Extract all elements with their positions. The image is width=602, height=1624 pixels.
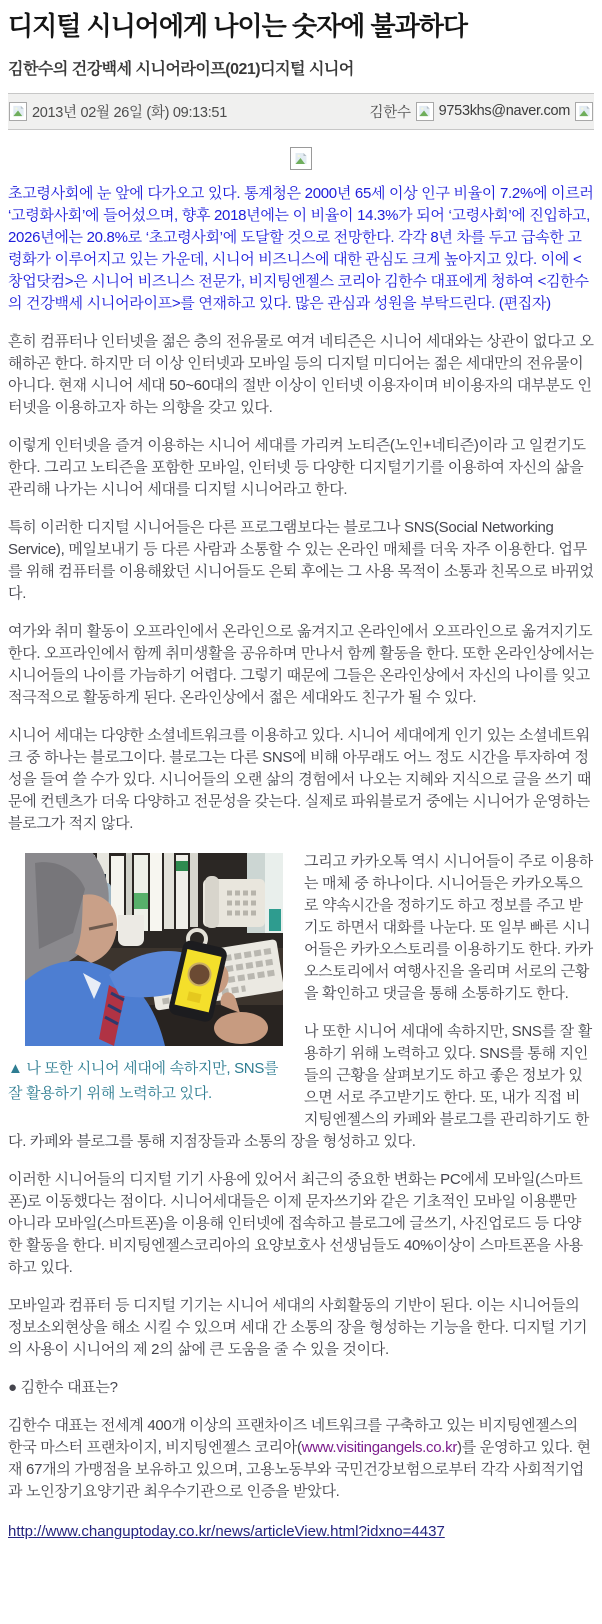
section-heading: ● 김한수 대표는? [8, 1378, 118, 1396]
article-photo [25, 853, 283, 1046]
source-url-link[interactable]: http://www.changuptoday.co.kr/news/articleView.html?idxno=4437 [8, 1522, 445, 1540]
source-url-row [8, 1523, 594, 1540]
article-author: 김한수 [369, 104, 411, 121]
broken-image-icon [575, 102, 593, 121]
article-meta-bar [8, 93, 594, 130]
page-title: 디지털 시니어에게 나이는 숫자에 불과하다 [8, 11, 467, 41]
article-paragraph: 이러한 시니어들의 디지털 기기 사용에 있어서 최근의 중요한 변화는 PC에세 모바일(스마트폰)로 이동했다는 점이다. 시니어세대들은 이제 문자쓰기와 같은 기초적인 모바일 이용뿐만 아니라 모바일(스마트폰)을 이용해 인터넷에 접속하고 블로그에 글쓰기, 사진업로드 등 다양한 활동을 한다. 비지팅엔젤스코리아의 요양보호사 선생님들도 40%이상이 스마트폰을 사용하고 있다. [8, 1170, 583, 1276]
missing-image-placeholder [8, 147, 594, 172]
article-paragraph: 흔히 컴퓨터나 인터넷을 젊은 층의 전유물로 여겨 네티즌은 시니어 세대와는 상관이 없다고 오해하곤 한다. 하지만 더 이상 인터넷과 모바일 등의 디지털 미디어는 젊은 세대만의 전유물이 아니다. 현재 시니어 세대 50~60대의 절반 이상이 인터넷 이용자이며 비이용자의 대부분도 인터넷을 이용하고자 하는 의향을 갖고 있다. [8, 332, 594, 416]
article-paragraph: 이렇게 인터넷을 즐겨 이용하는 시니어 세대를 가리켜 노티즌(노인+네티즌)이라 고 일컫기도 한다. 그리고 노티즌을 포함한 모바일, 인터넷 등 다양한 디지털기기를 이용하여 자신의 삶을 관리해 나가는 시니어 세대를 디지털 시니어라고 한다. [8, 436, 586, 498]
photo-caption: ▲ 나 또한 시니어 세대에 속하지만, SNS를 잘 활용하기 위해 노력하고 있다. [8, 1059, 279, 1102]
about-text-after: )를 운영하고 있다. 현재 67개의 가맹점을 보유하고 있으며, 고용노동부와 국민건강보험으로부터 각각 사회적기업과 노인장기요양기관 최우수기관으로 인증을 받았다. [8, 1438, 591, 1500]
article-paragraph: 특히 이러한 디지털 시니어들은 다른 프로그램보다는 블로그나 SNS(Social Networking Service), 메일보내기 등 다른 사람과 소통할 수 있는 온라인 매체를 더욱 자주 이용한다. 업무를 위해 컴퓨터를 이용해왔던 시니어들도 은퇴 후에는 그 사용 목적이 소통과 친목으로 바뀌었다. [8, 518, 594, 602]
broken-image-icon [290, 147, 312, 170]
broken-image-icon [9, 102, 27, 121]
article-paragraph: 모바일과 컴퓨터 등 디지털 기기는 시니어 세대의 사회활동의 기반이 된다. 이는 시니어들의 정보소외현상을 해소 시킬 수 있으며 세대 간 소통의 장을 형성하는 기능을 한다. 디지털 기기의 사용이 시니어의 제 2의 삶에 큰 도움을 줄 수 있을 것이다. [8, 1296, 588, 1358]
article-subtitle: 김한수의 건강백세 시니어라이프(021)디지털 시니어 [8, 60, 354, 78]
lead-paragraph: 초고령사회에 눈 앞에 다가오고 있다. 통계청은 2000년 65세 이상 인구 비율이 7.2%에 이르러 ‘고령화사회’에 들어섰으며, 향후 2018년에는 이 비율이 14.3%가 되어 ‘고령사회’에 진입하고, 2026년에는 20.8%로 ‘초고령사회’에 도달할 것으로 전망한다. 각각 8년 차를 두고 급속한 고령화가 이루어지고 있는 가운데, 시니어 비즈니스에 대한 관심도 크게 높아지고 있다. 이에 <창업닷컴>은 시니어 비즈니스 전문가, 비지팅엔젤스 코리아 김한수 대표에게 청하여 <김한수의 건강백세 시니어라이프>를 연재하고 있다. 많은 관심과 성원을 부탁드린다. (편집자) [8, 184, 594, 312]
broken-image-icon [416, 102, 434, 121]
article-paragraph: 그리고 카카오톡 역시 시니어들이 주로 이용하는 매체 중 하나이다. 시니어들은 카카오톡으로 약속시간을 정하기도 하고 정보를 주고 받기도 하면서 대화를 나눈다. 또 일부 빠른 시니어들은 카카오스토리를 이용하기도 한다. 카카오스토리에서 여행사진을 올리며 서로의 근황을 확인하고 댓글을 통해 소통하기도 한다. [304, 852, 593, 1002]
article-paragraph: 여가와 취미 활동이 오프라인에서 온라인으로 옮겨지고 온라인에서 오프라인으로 옮겨지기도 한다. 오프라인에서 함께 취미생활을 공유하며 만나서 함께 활동을 한다. 또한 온라인상에서는 시니어들의 나이를 가늠하기 어렵다. 그렇기 때문에 그들은 온라인상에서 자신의 나이를 잊고 적극적으로 활동하게 된다. 온라인상에서 젊은 세대와도 친구가 될 수 있다. [8, 622, 594, 706]
article-paragraph: 나 또한 시니어 세대에 속하지만, SNS를 잘 활용하기 위해 노력하고 있다. SNS를 통해 지인들의 근황을 살펴보기도 하고 좋은 정보가 있으면 서로 주고받기도 한다. 또, 내가 직접 비지팅엔젤스의 카페와 블로그를 관리하기도 한다. 카페와 블로그를 통해 지점장들과 소통의 장을 형성하고 있다. [8, 1022, 592, 1150]
about-paragraph [8, 1415, 594, 1503]
article-figure [8, 853, 288, 1106]
author-email-link[interactable]: 9753khs@naver.com [438, 103, 570, 119]
article-paragraph: 시니어 세대는 다양한 소셜네트워크를 이용하고 있다. 시니어 세대에게 인기 있는 소셜네트워크 중 하나는 블로그이다. 블로그는 다른 SNS에 비해 아무래도 어느 정도 시간을 투자하여 정성을 들여 쓸 수가 있다. 시니어들의 오랜 삶의 경험에서 나오는 지혜와 지식으로 글을 쓰기 때문에 컨텐츠가 더욱 다양하고 전문성을 갖는다. 실제로 파워블로거 중에는 시니어가 운영하는 블로그가 적지 않다. [8, 726, 592, 832]
about-text-before: 김한수 대표는 전세계 400개 이상의 프랜차이즈 네트워크를 구축하고 있는 비지팅엔젤스의 한국 마스터 프랜차이지, 비지팅엔젤스 코리아( [8, 1416, 578, 1456]
visitingangels-link[interactable]: www.visitingangels.co.kr [301, 1438, 458, 1456]
article-date: 2013년 02월 26일 (화) 09:13:51 [32, 104, 227, 121]
